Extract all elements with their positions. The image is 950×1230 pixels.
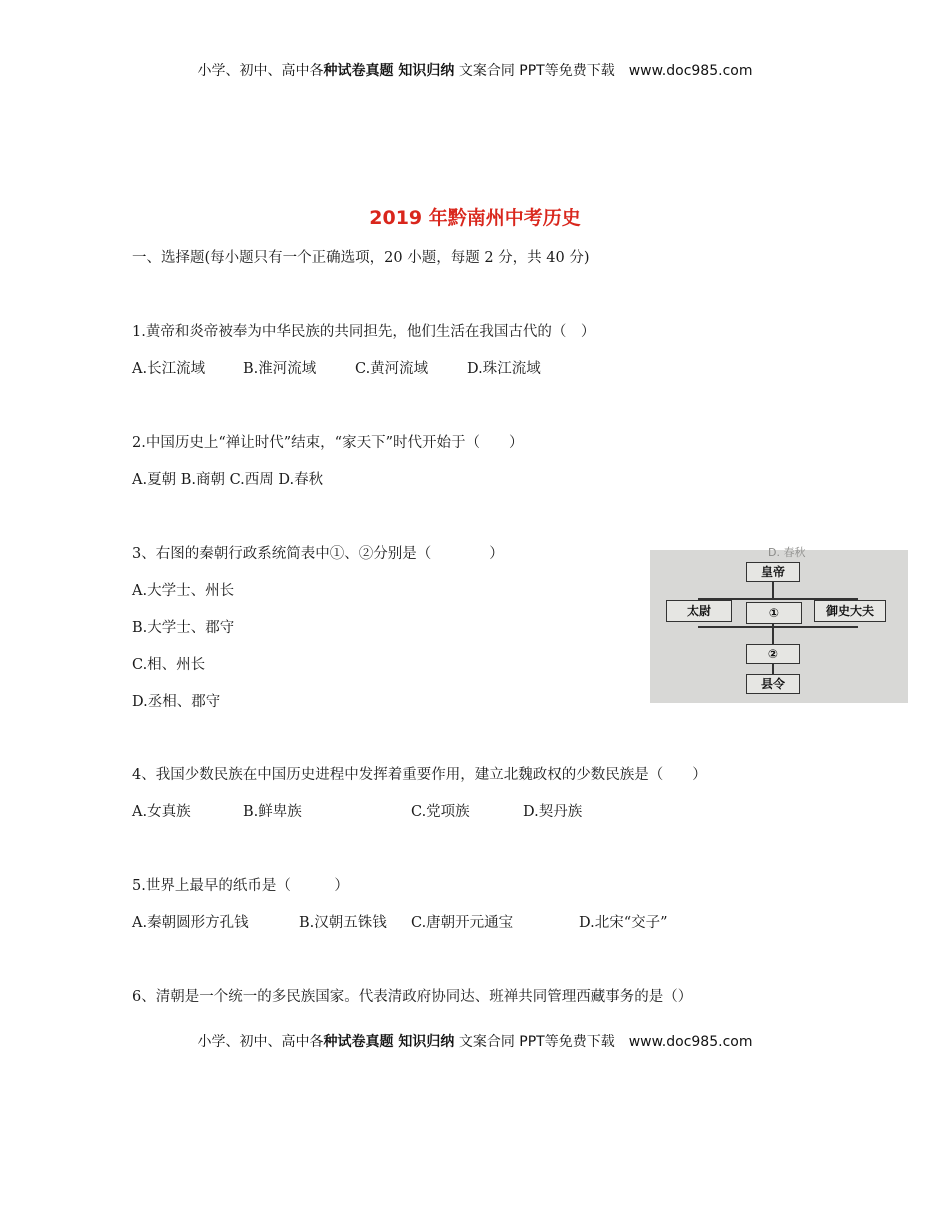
footer-banner (0, 1031, 950, 1051)
question-1-stem: 1.黄帝和炎帝被奉为中华民族的共同担先，他们生活在我国古代的（ ） (132, 324, 596, 340)
q3-option-c: C.相、州长 (132, 657, 206, 673)
diagram-box-2: ② (746, 644, 800, 664)
page-title: 2019 年黔南州中考历史 (369, 207, 581, 229)
banner-text-3: 知识归纳 (393, 1034, 455, 1050)
banner-url: www.doc985.com (628, 1034, 753, 1050)
diagram-box-county: 县令 (746, 674, 800, 694)
diagram-connector (772, 664, 774, 674)
q5-option-a: A.秦朝圆形方孔钱 (132, 915, 249, 931)
q5-option-b: B.汉朝五铢钱 (299, 915, 387, 931)
question-5-stem: 5.世界上最早的纸币是（ ） (132, 878, 349, 894)
q1-option-a: A.长江流域 (132, 361, 206, 377)
question-3-stem: 3、右图的秦朝行政系统简表中①、②分别是（ ） (132, 546, 504, 562)
diagram-connector (772, 582, 774, 598)
banner-text-2: 种试卷真题 (323, 63, 394, 79)
q4-option-c: C.党项族 (411, 804, 470, 820)
diagram-box-emperor: 皇帝 (746, 562, 800, 582)
banner-text-2: 种试卷真题 (323, 1034, 394, 1050)
q1-option-b: B.淮河流域 (243, 361, 317, 377)
banner-text-1: 小学、初中、高中各 (197, 63, 324, 79)
q2-options: A.夏朝 B.商朝 C.西周 D.春秋 (132, 472, 324, 488)
diagram-box-1: ① (746, 602, 802, 624)
header-banner (0, 60, 950, 80)
q4-option-b: B.鲜卑族 (243, 804, 302, 820)
diagram-box-yushi: 御史大夫 (814, 600, 886, 622)
diagram-box-taiwei: 太尉 (666, 600, 732, 622)
q3-option-d: D.丞相、郡守 (132, 694, 221, 710)
banner-text-1: 小学、初中、高中各 (197, 1034, 324, 1050)
q4-option-d: D.契丹族 (523, 804, 583, 820)
section-heading: 一、选择题(每小题只有一个正确选项，20 小题，每题 2 分，共 40 分) (132, 250, 590, 266)
question-6-stem: 6、清朝是一个统一的多民族国家。代表清政府协同达、班禅共同管理西藏事务的是（） (132, 989, 693, 1005)
qin-admin-diagram (650, 546, 908, 703)
banner-text-4: 文案合同 PPT等免费下载 (454, 63, 615, 79)
q1-option-d: D.珠江流域 (467, 361, 541, 377)
question-4-stem: 4、我国少数民族在中国历史进程中发挥着重要作用，建立北魏政权的少数民族是（ ） (132, 767, 707, 783)
banner-url: www.doc985.com (628, 63, 753, 79)
diagram-connector (772, 624, 774, 644)
figure-partial-text: D. 春秋 (768, 546, 806, 559)
q1-option-c: C.黄河流域 (355, 361, 429, 377)
q3-option-b: B.大学士、郡守 (132, 620, 235, 636)
q3-option-a: A.大学士、州长 (132, 583, 235, 599)
q5-option-d: D.北宋“交子” (579, 915, 668, 931)
banner-text-3: 知识归纳 (393, 63, 455, 79)
q4-option-a: A.女真族 (132, 804, 191, 820)
diagram-connector (698, 626, 858, 628)
question-2-stem: 2.中国历史上“禅让时代”结束，“家天下”时代开始于（ ） (132, 435, 524, 451)
q5-option-c: C.唐朝开元通宝 (411, 915, 514, 931)
banner-text-4: 文案合同 PPT等免费下载 (454, 1034, 615, 1050)
